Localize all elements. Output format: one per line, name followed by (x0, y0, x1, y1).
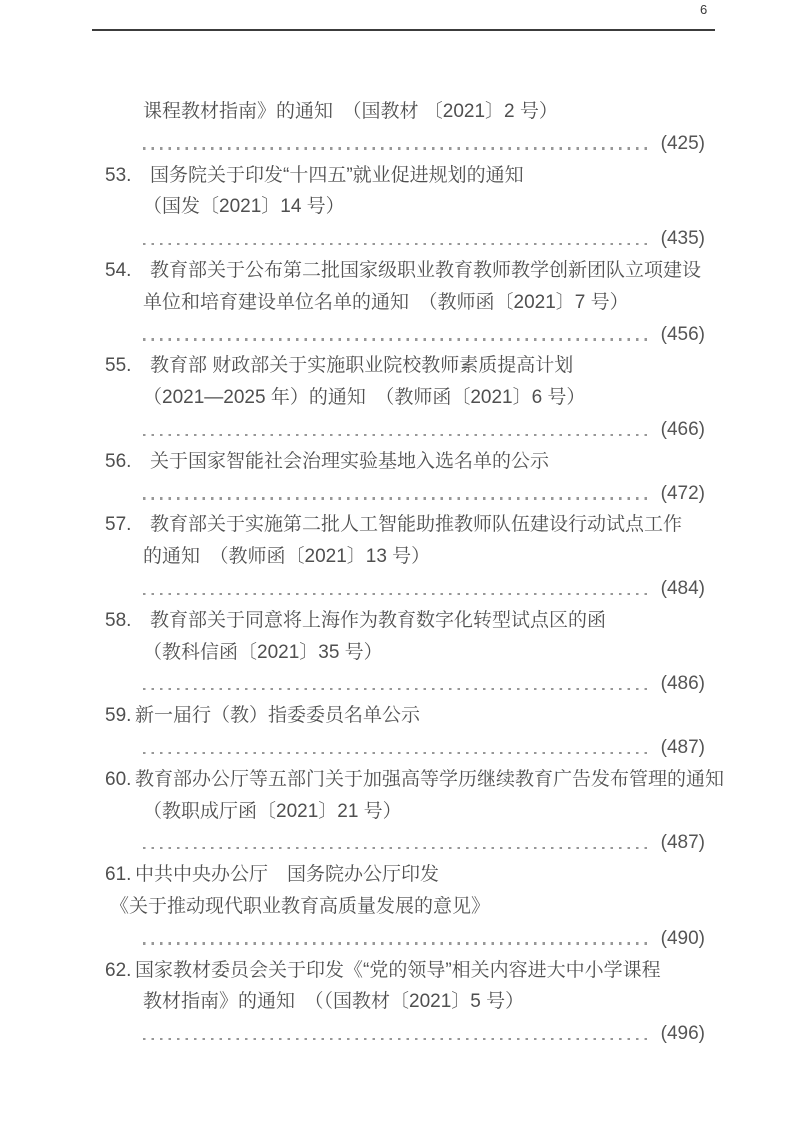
toc-entry-title: 国家教材委员会关于印发《“党的领导”相关内容进大中小学课程 (135, 959, 661, 981)
toc-entry-dotline (105, 1018, 705, 1050)
toc-entry-line (105, 637, 705, 669)
toc-list (105, 96, 725, 1050)
toc-entry-dotline (105, 732, 705, 764)
toc-entry-title-continuation: 课程教材指南》的通知 （国教材 〔2021〕2 号） (143, 101, 558, 122)
toc-entry-title: 教育部关于公布第二批国家级职业教育教师教学创新团队立项建设 (150, 259, 702, 281)
dot-leader (143, 847, 649, 850)
toc-entry-line (105, 191, 705, 223)
toc-entry-dotline (105, 827, 705, 859)
toc-entry-number: 62. (105, 959, 132, 981)
toc-entry-dotline (105, 923, 705, 955)
toc-entry-line (105, 255, 705, 287)
toc-entry-line (105, 446, 705, 478)
toc-page-ref: (484) (660, 577, 705, 599)
dot-leader (143, 752, 649, 755)
toc-entry-line (105, 287, 705, 319)
toc-entry-line (105, 96, 705, 128)
toc-entry[interactable] (105, 859, 705, 954)
toc-entry-title: 新一届行（教）指委委员名单公示 (135, 705, 421, 727)
toc-entry-number: 59. (105, 705, 132, 727)
toc-page-ref: (456) (660, 323, 705, 345)
dot-leader (143, 338, 649, 341)
toc-page-ref: (425) (660, 132, 705, 154)
toc-entry-number: 57. (105, 514, 132, 536)
toc-entry-number: 53. (105, 164, 132, 186)
dot-leader (143, 147, 649, 150)
toc-entry-number: 61. (105, 864, 132, 886)
toc-entry[interactable] (105, 955, 705, 1050)
toc-entry-line (105, 605, 705, 637)
toc-page-ref: (487) (660, 736, 705, 758)
toc-entry-title: 关于国家智能社会治理实验基地入选名单的公示 (150, 450, 550, 472)
toc-page-ref: (466) (660, 418, 705, 440)
toc-entry-number: 58. (105, 609, 132, 631)
toc-entry-dotline (105, 478, 705, 510)
toc-page-ref: (435) (660, 228, 705, 250)
toc-entry-line (105, 955, 705, 987)
toc-entry-dotline (105, 128, 705, 160)
toc-entry-line (105, 986, 705, 1018)
toc-entry[interactable] (105, 509, 705, 604)
toc-entry[interactable] (105, 255, 705, 350)
toc-entry-title-continuation: 单位和培育建设单位名单的通知 （教师函〔2021〕7 号） (143, 291, 629, 313)
toc-entry-dotline (105, 573, 705, 605)
toc-entry-dotline (105, 319, 705, 351)
toc-page-ref: (486) (660, 673, 705, 695)
toc-entry[interactable] (105, 700, 705, 764)
toc-entry-number: 56. (105, 450, 132, 472)
toc-entry[interactable] (105, 160, 705, 255)
toc-entry-line (105, 891, 705, 923)
toc-entry-line (105, 382, 705, 414)
toc-entry-title-continuation: （国发〔2021〕14 号） (143, 196, 345, 218)
toc-entry[interactable] (105, 764, 725, 859)
dot-leader (143, 434, 649, 437)
toc-page-ref: (490) (660, 927, 705, 949)
dot-leader (143, 1038, 649, 1041)
page-number-header: 6 (700, 2, 708, 17)
toc-entry-title: 教育部关于同意将上海作为教育数字化转型试点区的函 (150, 609, 607, 631)
toc-entry-dotline (105, 414, 705, 446)
toc-page-ref: (472) (660, 482, 705, 504)
toc-entry-title: 教育部 财政部关于实施职业院校教师素质提高计划 (150, 355, 574, 377)
toc-entry-line (105, 796, 705, 828)
toc-entry[interactable] (105, 446, 705, 510)
toc-entry-line (105, 859, 705, 891)
toc-entry-title-continuation: 的通知 （教师函〔2021〕13 号） (143, 546, 431, 568)
dot-leader (143, 593, 649, 596)
toc-entry[interactable] (105, 96, 705, 160)
toc-entry-number: 55. (105, 355, 132, 377)
dot-leader (143, 942, 649, 945)
toc-entry-title-continuation: （教职成厅函〔2021〕21 号） (143, 800, 402, 822)
toc-entry-title-continuation: 教材指南》的通知 （（国教材〔2021〕5 号） (143, 991, 525, 1013)
toc-entry[interactable] (105, 605, 705, 700)
toc-entry-dotline (105, 223, 705, 255)
toc-entry[interactable] (105, 350, 705, 445)
toc-entry-line (105, 509, 705, 541)
dot-leader (143, 243, 649, 246)
dot-leader (143, 497, 649, 500)
toc-entry-title: 教育部办公厅等五部门关于加强高等学历继续教育广告发布管理的通知 (135, 768, 725, 790)
toc-entry-line (105, 160, 705, 192)
toc-entry-number: 60. (105, 768, 132, 790)
toc-entry-line (105, 764, 725, 796)
toc-page-ref: (496) (660, 1023, 705, 1045)
header-rule-divider (92, 29, 715, 31)
toc-entry-title: 国务院关于印发“十四五”就业促进规划的通知 (150, 164, 524, 186)
toc-page-ref: (487) (660, 832, 705, 854)
toc-entry-title: 教育部关于实施第二批人工智能助推教师队伍建设行动试点工作 (150, 514, 683, 536)
dot-leader (143, 688, 649, 691)
toc-entry-number: 54. (105, 259, 132, 281)
toc-entry-line (105, 541, 705, 573)
toc-entry-title-continuation: 《关于推动现代职业教育高质量发展的意见》 (110, 895, 491, 917)
toc-entry-line (105, 700, 705, 732)
toc-entry-title-continuation: （教科信函〔2021〕35 号） (143, 641, 383, 663)
toc-entry-dotline (105, 668, 705, 700)
toc-entry-line (105, 350, 705, 382)
toc-entry-title-continuation: （2021—2025 年）的通知 （教师函〔2021〕6 号） (143, 387, 586, 409)
toc-entry-title: 中共中央办公厅 国务院办公厅印发 (135, 864, 440, 886)
